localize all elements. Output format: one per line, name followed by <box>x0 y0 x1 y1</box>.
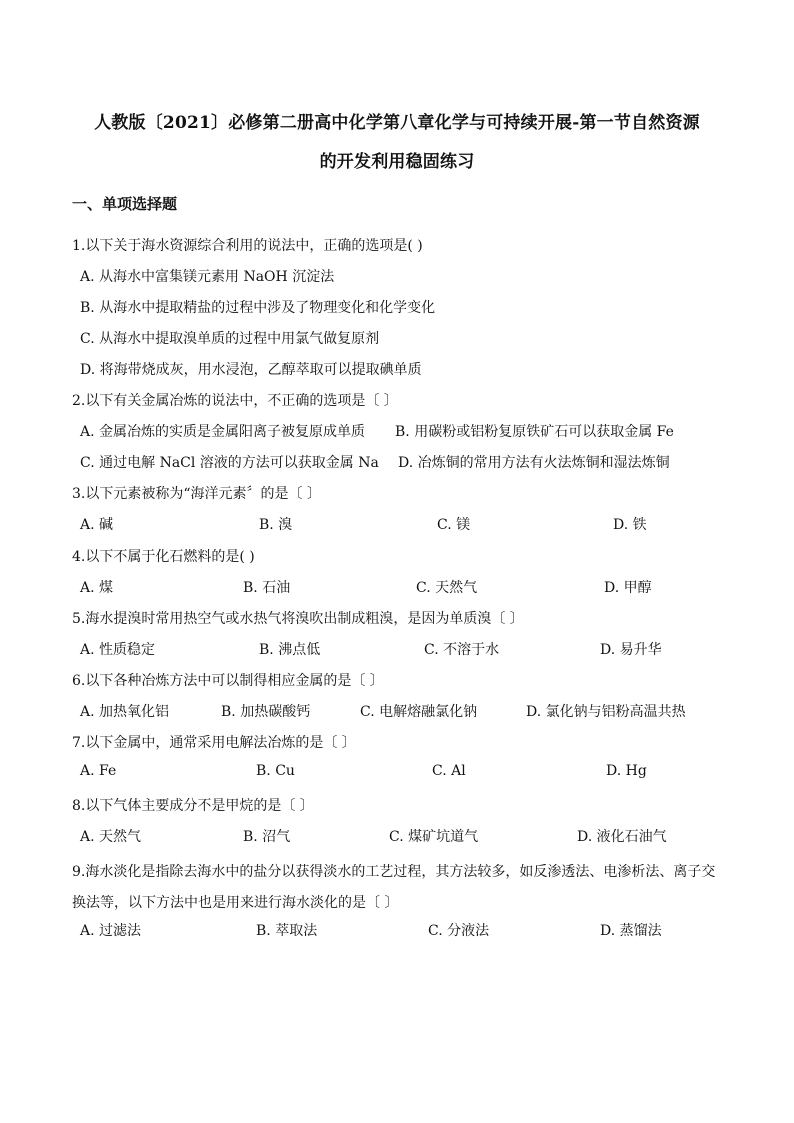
question-6-stem: 6.以下各种冶炼方法中可以制得相应金属的是〔 〕 <box>72 673 384 689</box>
question-2-option-a: A. 金属冶炼的实质是金属阳离子被复原成单质 <box>80 424 366 440</box>
question-5-option-d: D. 易升华 <box>600 642 662 658</box>
question-4-option-c: C. 天然气 <box>416 580 478 596</box>
question-3-stem: 3.以下元素被称为“海洋元素〞的是〔 〕 <box>72 486 321 502</box>
question-3-option-a: A. 碱 <box>80 517 114 533</box>
question-8-option-d: D. 液化石油气 <box>577 829 667 845</box>
question-1-option-d: D. 将海带烧成灰，用水浸泡，乙醇萃取可以提取碘单质 <box>80 362 422 378</box>
document-title-line-2: 的开发利用稳固练习 <box>319 152 475 172</box>
question-1-stem: 1.以下关于海水资源综合利用的说法中，正确的选项是( ) <box>72 238 423 254</box>
question-1-option-a: A. 从海水中富集镁元素用 NaOH 沉淀法 <box>80 269 335 285</box>
question-2-stem: 2.以下有关金属冶炼的说法中，不正确的选项是〔 〕 <box>72 393 398 409</box>
question-9-option-b: B. 萃取法 <box>256 923 318 939</box>
question-8-option-a: A. 天然气 <box>80 829 142 845</box>
question-9-option-c: C. 分液法 <box>428 923 490 939</box>
question-7-stem: 7.以下金属中，通常采用电解法冶炼的是〔 〕 <box>72 735 356 751</box>
question-4-stem: 4.以下不属于化石燃料的是( ) <box>72 549 255 565</box>
question-9-option-d: D. 蒸馏法 <box>600 923 662 939</box>
question-1-option-c: C. 从海水中提取溴单质的过程中用氯气做复原剂 <box>80 331 380 347</box>
question-5-option-c: C. 不溶于水 <box>424 642 500 658</box>
question-2-option-b: B. 用碳粉或铝粉复原铁矿石可以获取金属 Fe <box>395 424 674 440</box>
question-3-option-c: C. 镁 <box>437 517 471 533</box>
question-7-option-c: C. Al <box>432 763 466 779</box>
question-5-option-b: B. 沸点低 <box>259 642 321 658</box>
question-8-option-b: B. 沼气 <box>243 829 291 845</box>
question-3-option-d: D. 铁 <box>613 517 647 533</box>
section-heading: 一、单项选择题 <box>72 195 178 213</box>
question-9-option-a: A. 过滤法 <box>80 923 142 939</box>
question-2-option-d: D. 冶炼铜的常用方法有火法炼铜和湿法炼铜 <box>398 455 670 471</box>
question-6-option-c: C. 电解熔融氯化钠 <box>360 704 478 720</box>
question-5-option-a: A. 性质稳定 <box>80 642 156 658</box>
document-title-line-1: 人教版〔2021〕必修第二册高中化学第八章化学与可持续开展-第一节自然资源 <box>94 113 700 133</box>
question-9-stem: 9.海水淡化是指除去海水中的盐分以获得淡水的工艺过程，其方法较多，如反渗透法、电渗析法、离子交换法等，以下方法中也是用来进行海水淡化的是〔 〕 <box>72 864 716 911</box>
question-4-option-a: A. 煤 <box>80 580 114 596</box>
question-4-option-d: D. 甲醇 <box>604 580 652 596</box>
question-5-stem: 5.海水提溴时常用热空气或水热气将溴吹出制成粗溴，是因为单质溴〔 〕 <box>72 611 524 627</box>
question-6-option-b: B. 加热碳酸钙 <box>221 704 311 720</box>
question-6-option-a: A. 加热氧化铝 <box>80 704 170 720</box>
question-7-option-a: A. Fe <box>80 763 117 779</box>
question-8-option-c: C. 煤矿坑道气 <box>389 829 479 845</box>
question-7-option-b: B. Cu <box>256 763 295 779</box>
question-2-option-c: C. 通过电解 NaCl 溶液的方法可以获取金属 Na <box>80 455 379 471</box>
question-4-option-b: B. 石油 <box>243 580 291 596</box>
question-1-option-b: B. 从海水中提取精盐的过程中涉及了物理变化和化学变化 <box>80 300 436 316</box>
question-7-option-d: D. Hg <box>606 763 647 779</box>
question-8-stem: 8.以下气体主要成分不是甲烷的是〔 〕 <box>72 798 314 814</box>
question-6-option-d: D. 氯化钠与铝粉高温共热 <box>526 704 686 720</box>
question-3-option-b: B. 溴 <box>259 517 293 533</box>
